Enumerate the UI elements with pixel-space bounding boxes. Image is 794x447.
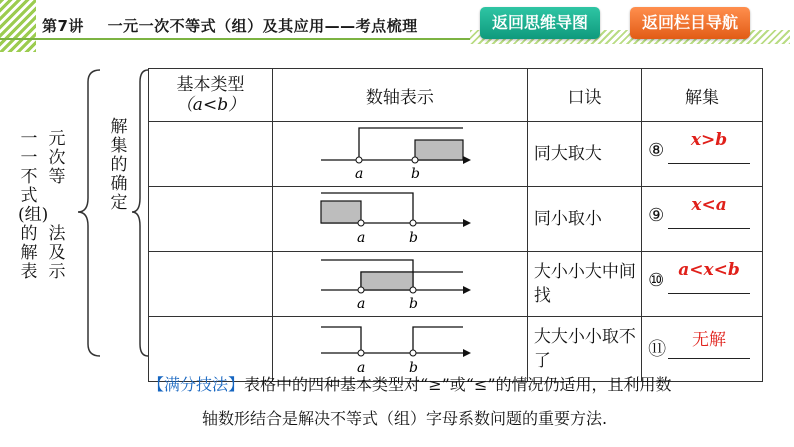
outline-brace-1: [76, 68, 104, 358]
axis-label-a: a: [356, 296, 366, 312]
header-bar: [0, 0, 794, 52]
axis-label-a: a: [356, 230, 366, 246]
solution-cell: [642, 252, 763, 317]
answer-number: ⑪: [648, 339, 667, 360]
mini-table-thumbnail: [149, 187, 273, 252]
number-line-2: [273, 187, 527, 247]
answer-number: ⑩: [648, 270, 665, 291]
tip-tag: 【满分技法】: [148, 375, 245, 394]
page-title: [42, 15, 418, 36]
header-solution-set: 解集: [642, 69, 763, 122]
answer-text: x>b: [690, 130, 728, 150]
answer-blank: [668, 293, 750, 294]
tip-line-1: 表格中的四种基本类型对“≥”或“≤”的情况仍适用，且利用数: [244, 375, 672, 394]
answer-number: ⑧: [648, 140, 665, 161]
solution-cell: [642, 122, 763, 187]
lesson-topic: 一元一次不等式（组）及其应用——考点梳理: [107, 17, 418, 35]
solution-cell: [642, 187, 763, 252]
number-line-cell: [272, 122, 527, 187]
answer-text: 无解: [692, 330, 727, 350]
back-to-mind-map-button[interactable]: 返回思维导图: [480, 7, 600, 39]
axis-label-b: b: [410, 166, 420, 182]
answer-blank: [668, 358, 750, 359]
section-title-col-2: 元 次 等 法 及 示: [48, 129, 66, 282]
tip-line-2: 轴数形结合是解决不等式（组）字母系数问题的重要方法.: [202, 409, 608, 428]
axis-label-b: b: [408, 230, 418, 246]
answer-blank: [668, 163, 750, 164]
header-stripe: [0, 0, 36, 52]
outline-brace-2: [130, 68, 150, 358]
header-number-line: 数轴表示: [272, 69, 527, 122]
axis-label-b: b: [408, 296, 418, 312]
number-line-3: [273, 252, 527, 312]
header-underline: [0, 38, 470, 40]
axis-label-b: b: [408, 360, 418, 376]
number-line-1: [273, 122, 527, 182]
tip-box: [148, 368, 778, 436]
rhyme-cell: 大小小大中间找: [527, 252, 641, 317]
answer-blank: [668, 228, 750, 229]
answer-text: x<a: [691, 195, 727, 215]
table-row: [149, 122, 763, 187]
table-row: [149, 187, 763, 252]
rhyme-cell: 同小取小: [527, 187, 641, 252]
rhyme-cell: 大大小小取不了: [527, 317, 641, 382]
mini-table-thumbnail: [149, 122, 273, 187]
back-to-column-nav-button[interactable]: 返回栏目导航: [630, 7, 750, 39]
table-row: [149, 252, 763, 317]
axis-label-a: a: [354, 166, 364, 182]
axis-label-a: a: [356, 360, 366, 376]
solution-set-table: [148, 68, 763, 382]
answer-text: a<x<b: [678, 260, 740, 280]
sub-title-vertical: 解 集 的 确 定: [110, 117, 128, 213]
table-header-row: [149, 69, 763, 122]
section-title-col-1: 一 一 不 式 (组) 的 解 表: [18, 129, 49, 282]
answer-number: ⑨: [648, 205, 665, 226]
rhyme-cell: 同大取大: [527, 122, 641, 187]
mini-table-thumbnail: [149, 252, 273, 317]
lesson-label: 第7讲: [42, 17, 84, 35]
header-rhyme: 口诀: [527, 69, 641, 122]
number-line-cell: [272, 252, 527, 317]
number-line-cell: [272, 187, 527, 252]
header-basic-type: 基本类型 （a<b）: [149, 69, 273, 122]
